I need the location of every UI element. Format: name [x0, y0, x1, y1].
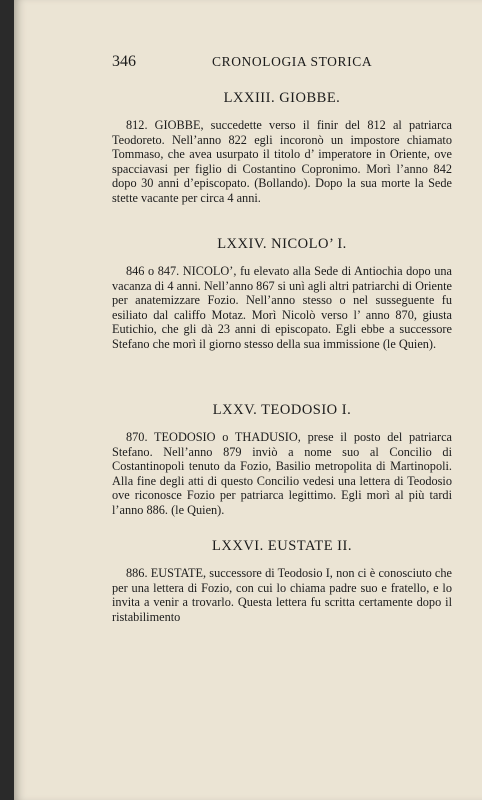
section-heading: LXXVI. EUSTATE II. [212, 538, 352, 554]
section-eustate [112, 538, 452, 624]
running-title: CRONOLOGIA STORICA [212, 54, 373, 69]
section-nicolo [112, 236, 452, 352]
running-head [14, 53, 482, 73]
section-teodosio [112, 402, 452, 518]
section-text: 846 o 847. NICOLO’, fu elevato alla Sede di Antiochia dopo una vacanza di 4 anni. Nell’anno 867 si unì agli altri patriarchi di Oriente per anatemizzare Fozio. Nell’anno stesso o nel susseguente fu esiliato dal califfo Motaz. Morì Nicolò verso l’ anno 870, giusta Eutichio, che gli dà 23 anni di episcopato. Egli ebbe a successore Stefano che morì il giorno stesso della sua immissione (le Quien). [112, 264, 452, 351]
section-giobbe [112, 90, 452, 206]
section-heading: LXXV. TEODOSIO I. [212, 402, 352, 418]
section-heading: LXXIV. NICOLO’ I. [217, 236, 347, 252]
section-text: 812. GIOBBE, succedette verso il finir del 812 al patriarca Teodoreto. Nell’anno 822 egli incoronò un impostore chiamato Tommaso, che avea usurpato il titolo d’ imperatore in Oriente, ove spacciavasi per figlio di Costantino Copronimo. Morì l’anno 842 dopo 30 anni d’episcopato. (Bollando). Dopo la sua morte la Sede stette vacante per circa 4 anni. [112, 118, 452, 205]
page-number: 346 [112, 53, 136, 70]
section-text: 886. EUSTATE, successore di Teodosio I, non ci è conosciuto che per una lettera di Fozio, con cui lo chiama padre suo e fratello, e lo invita a venir a trovarlo. Questa lettera fu scritta certamente dopo il ristabilimento [112, 566, 452, 624]
section-text: 870. TEODOSIO o THADUSIO, prese il posto del patriarca Stefano. Nell’anno 879 inviò a nome suo al Concilio di Costantinopoli tenuto da Fozio, Basilio metropolita di Martinopoli. Alla fine degli atti di questo Concilio vedesi una lettera di Teodosio ove riconosce Fozio per patriarca legittimo. Egli morì al più tardi l’anno 886. (le Quien). [112, 430, 452, 517]
book-page [14, 0, 482, 800]
section-heading: LXXIII. GIOBBE. [223, 90, 341, 106]
